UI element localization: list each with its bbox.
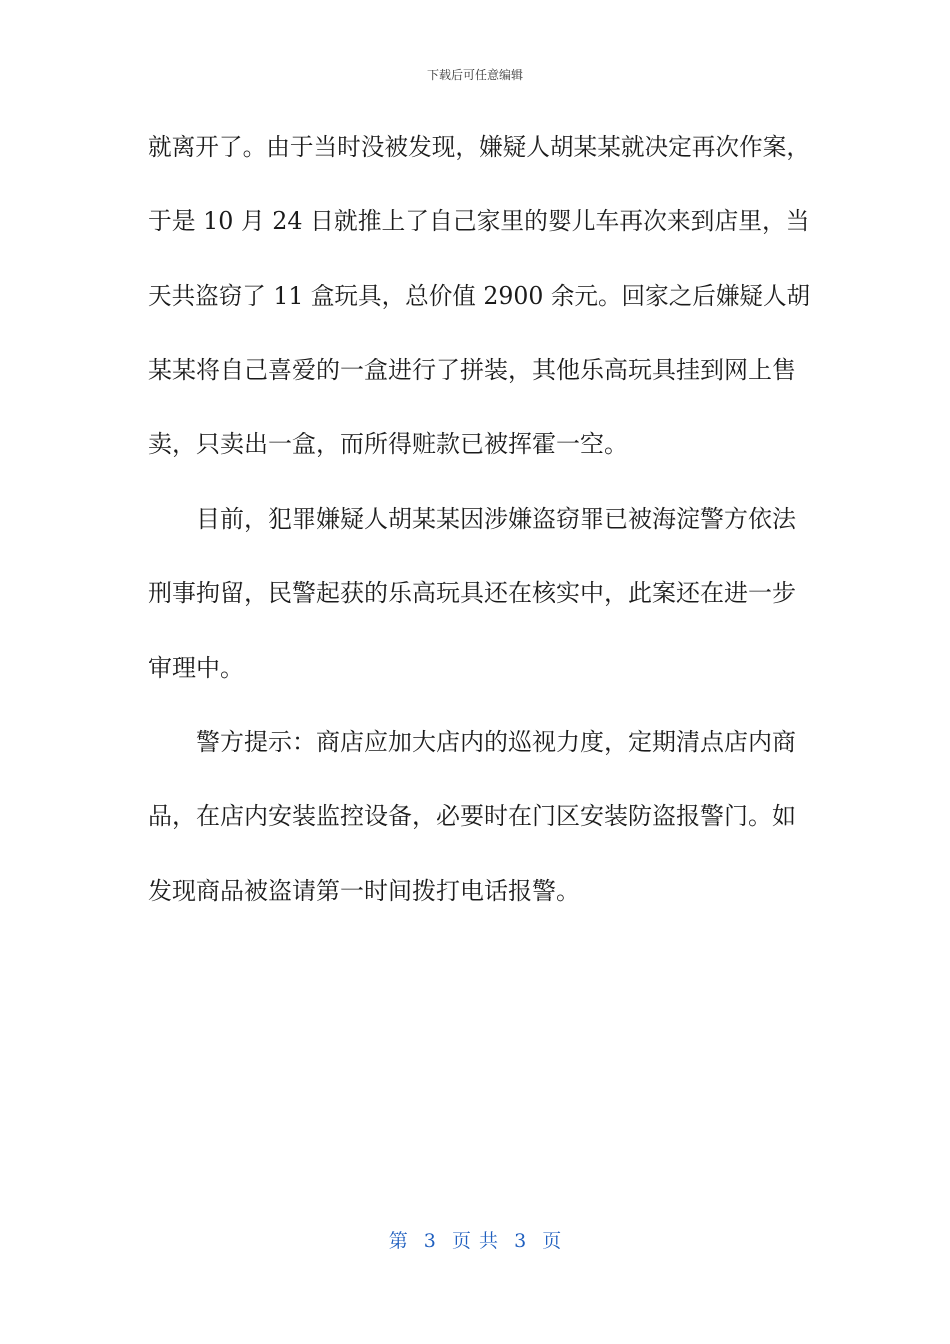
text-line: 警方提示：商店应加大店内的巡视力度，定期清点店内商 <box>196 728 796 756</box>
page-number: 第 3 页 共 3 页 <box>388 1230 562 1252</box>
text-line: 就离开了。由于当时没被发现，嫌疑人胡某某就决定再次作案， <box>148 133 810 161</box>
text-line: 品，在店内安装监控设备，必要时在门区安装防盗报警门。如 <box>148 802 796 830</box>
text-line: 目前，犯罪嫌疑人胡某某因涉嫌盗窃罪已被海淀警方依法 <box>196 505 796 533</box>
page-footer <box>0 1226 950 1253</box>
text-line: 某某将自己喜爱的一盒进行了拼装，其他乐高玩具挂到网上售 <box>148 356 796 384</box>
text-line: 天共盗窃了 11 盒玩具，总价值 2900 余元。回家之后嫌疑人胡 <box>148 282 811 310</box>
text-line: 发现商品被盗请第一时间拨打电话报警。 <box>148 877 580 905</box>
text-line: 卖，只卖出一盒，而所得赃款已被挥霍一空。 <box>148 430 628 458</box>
text-line: 于是 10 月 24 日就推上了自己家里的婴儿车再次来到店里，当 <box>148 207 810 235</box>
text-line: 刑事拘留，民警起获的乐高玩具还在核实中，此案还在进一步 <box>148 579 796 607</box>
text-line: 审理中。 <box>148 654 244 682</box>
page-header: 下载后可任意编辑 <box>426 68 523 82</box>
